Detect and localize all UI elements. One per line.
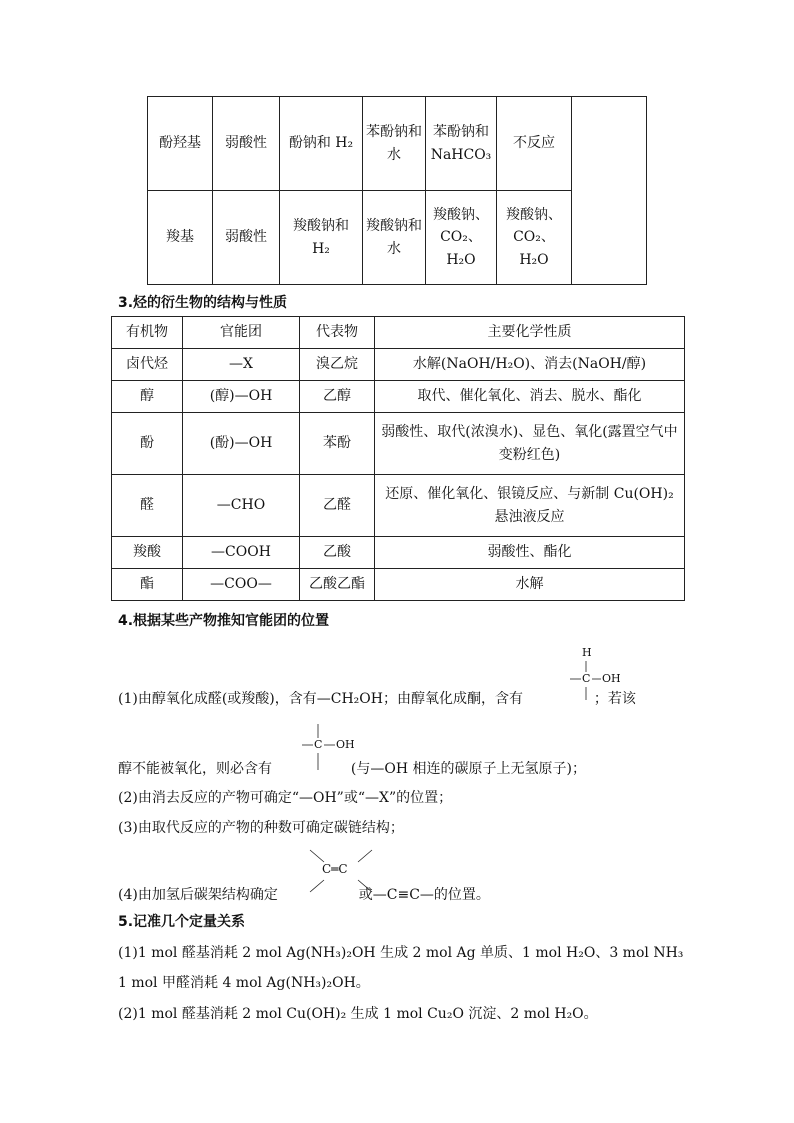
table-cell: 乙醇 [300,381,375,413]
carbon-label: C [582,672,591,685]
paragraph-4-3: (3)由取代反应的产物的种数可确定碳链结构； [118,820,404,836]
hydroxyl-label: OH [336,738,355,751]
table-cell: 羧酸钠、CO₂、H₂O [497,191,572,285]
paragraph-5-1: (1)1 mol 醛基消耗 2 mol Ag(NH₃)₂OH 生成 2 mol Ag 单质、1 mol H₂O、3 mol NH₃ [118,945,684,961]
paragraph-5-1b: 1 mol 甲醛消耗 4 mol Ag(NH₃)₂OH。 [118,975,370,991]
table-cell: —COO— [183,569,300,601]
table-cell: 羧酸钠、CO₂、H₂O [426,191,497,285]
table-cell: 卤代烃 [112,349,183,381]
section-3-heading: 3.烃的衍生物的结构与性质 [118,295,288,311]
table-derivatives [111,316,685,601]
table-cell: 苯酚 [300,413,375,475]
table-cell: 醇 [112,381,183,413]
table-row [112,381,685,413]
paragraph-text: (4)由加氢后碳架结构确定 [118,887,278,903]
table-cell: 羧酸 [112,537,183,569]
table-cell: 还原、催化氧化、银镜反应、与新制 Cu(OH)₂ 悬浊液反应 [375,475,685,537]
paragraph-4-4 [118,884,490,904]
table-cell: 醛 [112,475,183,537]
paragraph-4-2: (2)由消去反应的产物可确定“—OH”或“—X”的位置； [118,790,453,806]
table-cell: 羧基 [148,191,213,285]
paragraph-text: 或—C≡C—的位置。 [358,887,490,903]
paragraph-4-1 [118,688,636,708]
table-cell: 苯酚钠和水 [363,97,426,191]
table-cell: 酚钠和 H₂ [280,97,363,191]
table-cell: —COOH [183,537,300,569]
table-cell: 酚 [112,413,183,475]
paragraph-text: (1)由醇氧化成醛(或羧酸)，含有—CH₂OH；由醇氧化成酮，含有 [118,691,523,707]
table-cell: 弱酸性、酯化 [375,537,685,569]
column-header: 有机物 [112,317,183,349]
table-cell: 溴乙烷 [300,349,375,381]
table-cell: 乙酸 [300,537,375,569]
table-row [112,475,685,537]
table-cell: 水解 [375,569,685,601]
table-cell: (醇)—OH [183,381,300,413]
paragraph-text: (与—OH 相连的碳原子上无氢原子)； [350,761,586,777]
table-cell: 不反应 [497,97,572,191]
table-cell: 羧酸钠和水 [363,191,426,285]
table-cell: —CHO [183,475,300,537]
table-row [112,537,685,569]
hydroxyl-label: OH [602,672,621,685]
paragraph-text: ；若该 [593,691,636,707]
table-cell: 弱酸性 [213,97,280,191]
table-row [148,97,647,191]
table-cell: 弱酸性、取代(浓溴水)、显色、氧化(露置空气中变粉红色) [375,413,685,475]
table-cell: (酚)—OH [183,413,300,475]
table-cell: 酯 [112,569,183,601]
table-header-row [112,317,685,349]
table-cell: 乙酸乙酯 [300,569,375,601]
column-header: 主要化学性质 [375,317,685,349]
table-cell: 羧酸钠和 H₂ [280,191,363,285]
hydrogen-label: H [582,646,592,659]
carbon-label: C [314,738,323,751]
table-row [112,413,685,475]
paragraph-text: 醇不能被氧化，则必含有 [118,761,272,777]
table-cell: 取代、催化氧化、消去、脱水、酯化 [375,381,685,413]
table-row [112,569,685,601]
table-cell [572,97,647,285]
column-header: 代表物 [300,317,375,349]
table-cell: 苯酚钠和NaHCO₃ [426,97,497,191]
paragraph-4-1b [118,758,586,778]
paragraph-5-2: (2)1 mol 醛基消耗 2 mol Cu(OH)₂ 生成 1 mol Cu₂O 沉淀、2 mol H₂O。 [118,1006,598,1022]
column-header: 官能团 [183,317,300,349]
table-cell: 水解(NaOH/H₂O)、消去(NaOH/醇) [375,349,685,381]
double-bond-label: C═C [322,862,348,876]
table-acidity [147,96,647,285]
section-5-heading: 5.记准几个定量关系 [118,914,246,930]
table-row [112,349,685,381]
table-cell: —X [183,349,300,381]
table-cell: 乙醛 [300,475,375,537]
table-cell: 弱酸性 [213,191,280,285]
table-cell: 酚羟基 [148,97,213,191]
section-4-heading: 4.根据某些产物推知官能团的位置 [118,613,330,629]
